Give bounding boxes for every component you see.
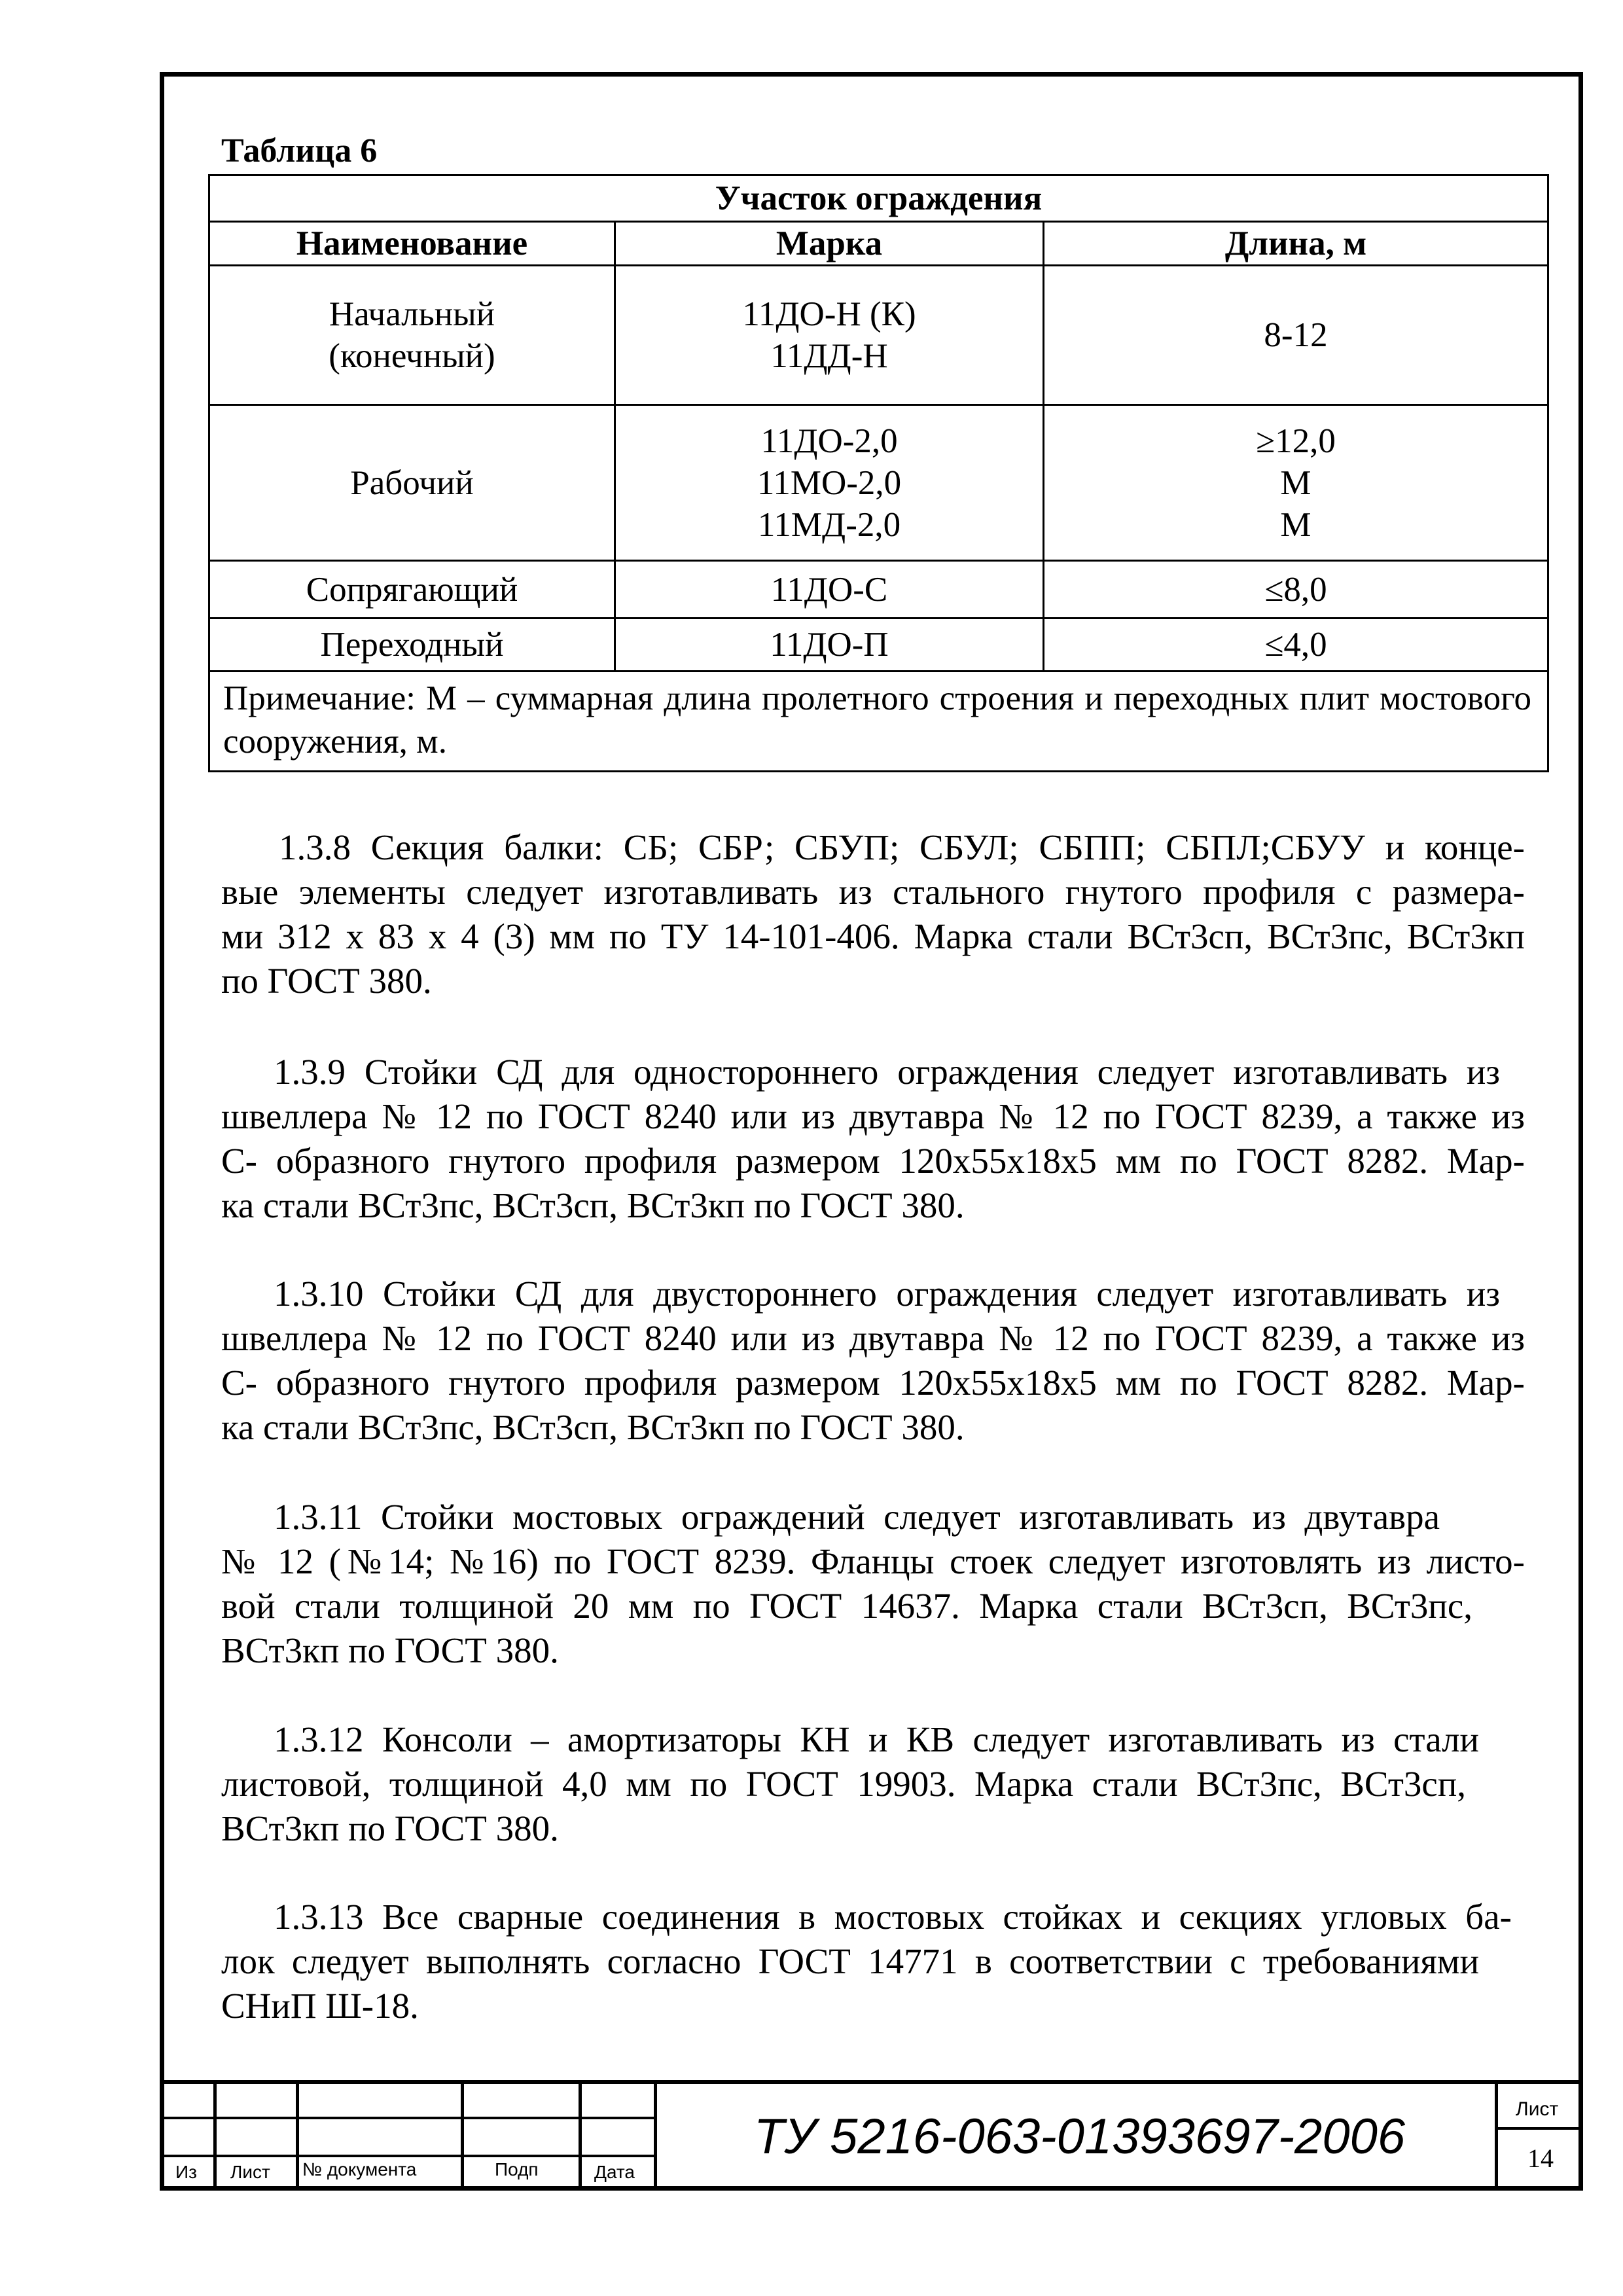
group-header: Участок ограждения <box>209 175 1548 222</box>
cell-line: 11МО-2,0 <box>757 463 902 502</box>
paragraph-line: С- образного гнутого профиля размером 120х55х18х5 мм по ГОСТ 8282. Мар- <box>221 1363 1525 1403</box>
column-header-name: Наименование <box>209 222 615 266</box>
paragraph-1-3-12 <box>221 1717 1525 1851</box>
paragraph-line: ми 312 х 83 х 4 (3) мм по ТУ 14-101-406. Марка стали ВСт3сп, ВСт3пс, ВСт3кп <box>221 916 1525 956</box>
cell-line: 11МД-2,0 <box>757 505 901 544</box>
cell-name <box>209 405 615 561</box>
cell-mark: 11ДО-П <box>615 619 1044 672</box>
guardrail-sections-table <box>208 174 1549 772</box>
paragraph-1-3-8 <box>221 825 1525 1003</box>
title-block-rule <box>160 2117 657 2119</box>
title-block-top-border <box>160 2080 1583 2084</box>
paragraph-line: СНиП Ш-18. <box>221 1986 419 2026</box>
paragraph-line: 1.3.10 Стойки СД для двустороннего ограждения следует изготавливать из <box>274 1274 1500 1314</box>
table-note: Примечание: М – суммарная длина пролетного строения и переходных плит мостового сооружения, м. <box>209 672 1548 772</box>
cell-name: Сопрягающий <box>209 561 615 619</box>
cell-mark <box>615 266 1044 405</box>
table-row <box>209 405 1548 561</box>
paragraph-1-3-10 <box>221 1272 1525 1450</box>
cell-line: М <box>1280 505 1311 544</box>
table-row <box>209 561 1548 619</box>
label-change: Из <box>175 2162 197 2182</box>
cell-length <box>1044 266 1548 405</box>
paragraph-line: вой стали толщиной 20 мм по ГОСТ 14637. Марка стали ВСт3сп, ВСт3пс, <box>221 1586 1472 1626</box>
sheet-label: Лист <box>1516 2098 1559 2120</box>
paragraph-line: швеллера № 12 по ГОСТ 8240 или из двутавра № 12 по ГОСТ 8239, а также из <box>221 1096 1525 1136</box>
table-row <box>209 619 1548 672</box>
cell-line: Начальный <box>329 295 495 333</box>
paragraph-line: С- образного гнутого профиля размером 120х55х18х5 мм по ГОСТ 8282. Мар- <box>221 1141 1525 1181</box>
paragraph-line: № 12 (№14; №16) по ГОСТ 8239. Фланцы стоек следует изготовлять из листо- <box>221 1541 1525 1581</box>
cell-line: ≥12,0 <box>1256 422 1336 460</box>
cell-mark: 11ДО-С <box>615 561 1044 619</box>
title-block-divider <box>213 2080 217 2191</box>
title-block-divider <box>579 2080 582 2191</box>
title-block <box>160 2080 1583 2191</box>
paragraph-1-3-9 <box>221 1050 1525 1228</box>
label-signature: Подп <box>495 2159 539 2179</box>
cell-length: ≤4,0 <box>1044 619 1548 672</box>
table-row <box>209 266 1548 405</box>
paragraph-line: ка стали ВСт3пс, ВСт3сп, ВСт3кп по ГОСТ 380. <box>221 1185 965 1225</box>
cell-line: 11ДД-Н <box>770 337 888 375</box>
cell-name <box>209 266 615 405</box>
paragraph-line: 1.3.13 Все сварные соединения в мостовых стойках и секциях угловых ба- <box>274 1897 1512 1937</box>
cell-line: 8-12 <box>1264 316 1328 354</box>
paragraph-line: листовой, толщиной 4,0 мм по ГОСТ 19903. Марка стали ВСт3пс, ВСт3сп, <box>221 1764 1466 1804</box>
document-code: ТУ 5216-063-01393697-2006 <box>754 2109 1406 2164</box>
cell-length: ≤8,0 <box>1044 561 1548 619</box>
cell-line: М <box>1280 463 1311 502</box>
cell-line: (конечный) <box>329 337 495 375</box>
paragraph-line: 1.3.12 Консоли – амортизаторы КН и КВ следует изготавливать из стали <box>274 1719 1479 1759</box>
title-block-divider <box>296 2080 299 2191</box>
paragraph-line: вые элементы следует изготавливать из стального гнутого профиля с размера- <box>221 872 1525 912</box>
cell-line: 11ДО-2,0 <box>760 422 898 460</box>
paragraph-line: швеллера № 12 по ГОСТ 8240 или из двутавра № 12 по ГОСТ 8239, а также из <box>221 1318 1525 1358</box>
paragraph-line: лок следует выполнять согласно ГОСТ 14771 в соответствии с требованиями <box>221 1941 1479 1981</box>
paragraph-line: по ГОСТ 380. <box>221 961 432 1001</box>
label-date: Дата <box>594 2162 635 2182</box>
paragraph-line: ка стали ВСт3пс, ВСт3сп, ВСт3кп по ГОСТ 380. <box>221 1407 965 1447</box>
title-block-divider <box>654 2080 657 2191</box>
paragraph-line: 1.3.11 Стойки мостовых ограждений следует изготавливать из двутавра <box>274 1497 1440 1537</box>
cell-line: 11ДО-Н (К) <box>742 295 916 333</box>
paragraph-line: 1.3.9 Стойки СД для одностороннего ограждения следует изготавливать из <box>274 1052 1500 1092</box>
label-sheet: Лист <box>230 2162 270 2182</box>
cell-name: Переходный <box>209 619 615 672</box>
cell-length <box>1044 405 1548 561</box>
title-block-divider <box>461 2080 464 2191</box>
title-block-rule <box>160 2155 657 2157</box>
paragraph-line: ВСт3кп по ГОСТ 380. <box>221 1808 559 1848</box>
sheet-number: 14 <box>1527 2144 1554 2173</box>
cell-mark <box>615 405 1044 561</box>
cell-line: Рабочий <box>350 463 474 502</box>
label-document-number: № документа <box>302 2159 417 2179</box>
table-caption: Таблица 6 <box>221 132 378 170</box>
paragraph-line: 1.3.8 Секция балки: СБ; СБР; СБУП; СБУЛ; СБПП; СБПЛ;СБУУ и конце- <box>279 827 1525 867</box>
column-header-mark: Марка <box>615 222 1044 266</box>
paragraph-1-3-11 <box>221 1495 1525 1673</box>
paragraph-line: ВСт3кп по ГОСТ 380. <box>221 1630 559 1670</box>
paragraph-1-3-13 <box>221 1895 1525 2028</box>
column-header-length: Длина, м <box>1044 222 1548 266</box>
